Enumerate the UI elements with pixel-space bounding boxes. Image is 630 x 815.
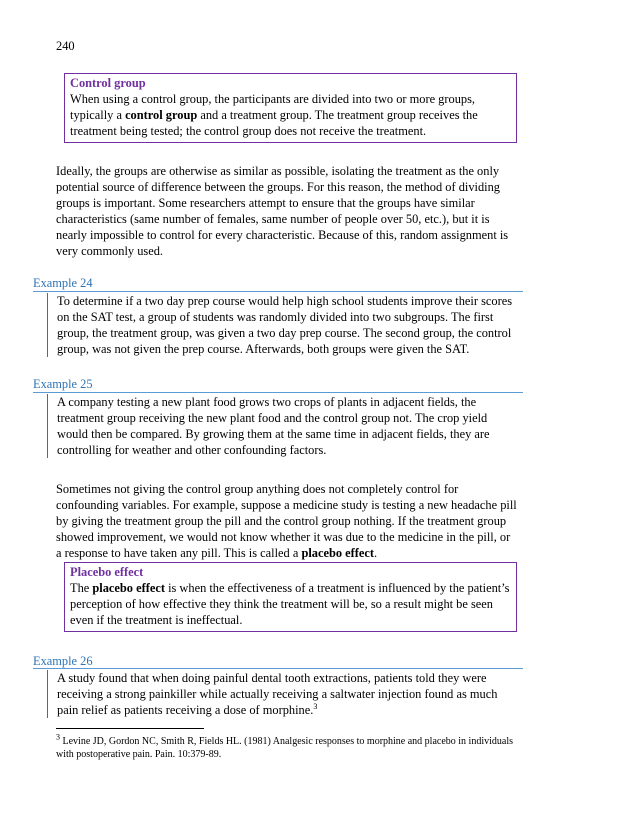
- footnote-rule: [56, 728, 204, 729]
- body-paragraph-placebo: [56, 481, 518, 561]
- example-26-body: [47, 670, 521, 718]
- footnote: [56, 732, 526, 761]
- control-group-definition: [70, 91, 511, 139]
- paragraph-text: Sometimes not giving the control group anything does not completely control for confounding variables. For example, suppose a medicine study is testing a new headache pill by giving the treatment group the pill and the control group nothing. If the treatment group showed improvement, we would not know whether it was due to the medicine in the pill, or a response to have taken any pill. This is called a: [56, 482, 517, 560]
- example-26-text: A study found that when doing painful dental tooth extractions, patients told they were receiving a strong painkiller while actually receiving a saltwater injection found as much pain relief as patients receiving a dose of morphine.: [57, 671, 498, 717]
- placebo-term: placebo effect: [301, 546, 375, 560]
- definition-text: The: [70, 581, 93, 595]
- placebo-effect-definition: [70, 580, 511, 628]
- example-rule: [33, 392, 523, 393]
- definition-term: control group: [125, 108, 198, 122]
- definition-text: is when the effectiveness of a treatment is influenced by the patient’s perception of how effective they think the treatment will be, so a result might be seen even if the treatment is ineffectual.: [70, 581, 510, 627]
- placebo-effect-definition-box: [64, 562, 517, 632]
- definition-text: and a treatment group. The treatment group receives the treatment being tested; the control group does not receive the treatment.: [70, 108, 478, 138]
- placebo-effect-title: Placebo effect: [70, 565, 144, 579]
- page-number: 240: [56, 39, 75, 53]
- example-26-title: Example 26: [33, 654, 93, 668]
- example-24-body: To determine if a two day prep course would help high school students improve their scores on the SAT test, a group of students was randomly divided into two subgroups. The first group, the treatment group, was given a two day prep course. The second group, the control group, was not given the prep course. Afterwards, both groups were given the SAT.: [47, 293, 521, 357]
- definition-term: placebo effect: [92, 581, 165, 595]
- example-24-title: Example 24: [33, 276, 93, 290]
- example-25-title: Example 25: [33, 377, 93, 391]
- paragraph-end: .: [374, 546, 378, 560]
- control-group-title: Control group: [70, 76, 146, 90]
- example-rule: [33, 668, 523, 669]
- body-paragraph: Ideally, the groups are otherwise as similar as possible, isolating the treatment as the only potential source of difference between the groups. For this reason, the method of dividing groups is important. Some researchers attempt to ensure that the groups have similar characteristics (same number of females, same number of people over 50, etc.), but it is nearly impossible to control for every characteristic. Because of this, random assignment is very commonly used.: [56, 164, 509, 258]
- footnote-marker: 3: [56, 732, 60, 742]
- example-rule: [33, 291, 523, 292]
- definition-text: When using a control group, the participants are divided into two or more groups, typically a: [70, 92, 476, 122]
- control-group-definition-box: [64, 73, 517, 143]
- example-25-body: A company testing a new plant food grows two crops of plants in adjacent fields, the treatment group receiving the new plant food and the control group not. The crop yield would then be compared. By growing them at the same time in adjacent fields, they are controlling for weather and other confounding factors.: [47, 394, 521, 458]
- footnote-text: Levine JD, Gordon NC, Smith R, Fields HL. (1981) Analgesic responses to morphine and placebo in individuals with postoperative pain. Pain. 10:379-89.: [56, 736, 513, 760]
- footnote-reference: 3: [313, 701, 318, 711]
